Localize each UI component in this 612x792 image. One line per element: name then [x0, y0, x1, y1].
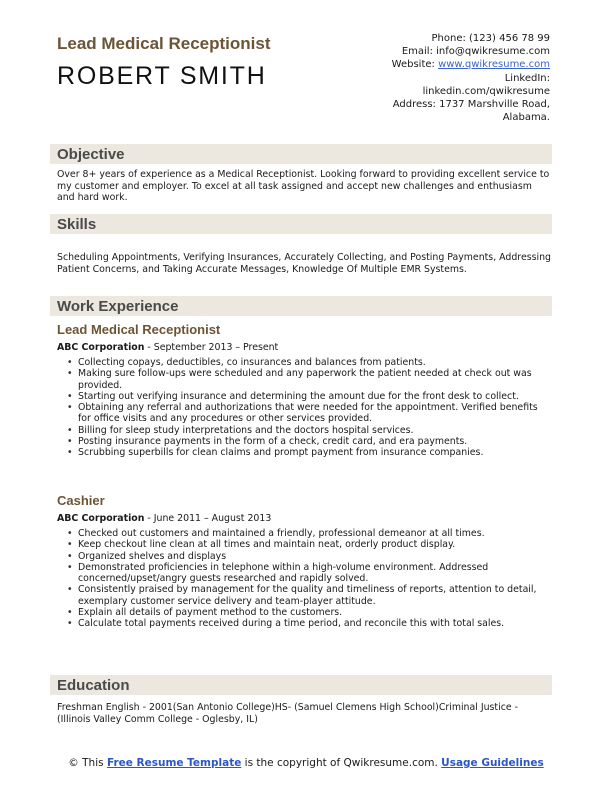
list-item: • Scrubbing superbills for clean claims and prompt payment from insurance companies. — [67, 447, 547, 458]
skills-text: Scheduling Appointments, Verifying Insurances, Accurately Collecting, and Posting Payments, Addressing Patient Concerns, and Taking Accurate Messages, Knowledge Of Multiple EMR Systems. — [57, 252, 551, 275]
job-dates: - September 2013 – Present — [144, 342, 279, 353]
job-title: Cashier — [57, 493, 105, 508]
objective-title: Objective — [57, 146, 125, 163]
list-item: • Organized shelves and displays — [67, 551, 547, 562]
job-bullets — [67, 528, 547, 630]
contact-email: Email: info@qwikresume.com — [401, 46, 550, 58]
list-item: • Checked out customers and maintained a friendly, professional demeanor at all times. — [67, 528, 547, 539]
list-item: • Posting insurance payments in the form of a check, credit card, and era payments. — [67, 436, 547, 447]
contact-address-line1: Address: 1737 Marshville Road, — [392, 99, 550, 111]
list-item: • Keep checkout line clean at all times and maintain neat, orderly product display. — [67, 539, 547, 550]
usage-guidelines-link[interactable]: Usage Guidelines — [441, 757, 544, 769]
list-item: • Consistently praised by management for the quality and timeliness of reports, attention to detail, exemplary customer service delivery and team-player attitude. — [67, 584, 547, 607]
header-job-title: Lead Medical Receptionist — [57, 34, 271, 53]
job-bullets — [67, 357, 547, 459]
website-link[interactable]: www.qwikresume.com — [438, 59, 550, 71]
section-header-work-experience — [50, 296, 552, 316]
candidate-name: ROBERT SMITH — [57, 62, 267, 90]
company-name: ABC Corporation — [57, 342, 145, 353]
job-company-line — [57, 513, 271, 524]
contact-linkedin-label: LinkedIn: — [504, 72, 550, 84]
website-label: Website: — [391, 59, 439, 71]
section-header-skills — [50, 214, 552, 234]
list-item: • Making sure follow-ups were scheduled and any paperwork the patient needed at check out was provided. — [67, 368, 547, 391]
contact-block — [330, 32, 550, 124]
free-resume-template-link[interactable]: Free Resume Template — [106, 757, 242, 769]
list-item: • Starting out verifying insurance and determining the amount due for the front desk to collect. — [67, 391, 547, 402]
list-item: • Obtaining any referral and authorizations that were needed for the appointment. Verified benefits for office visits and any procedures or other services provided. — [67, 402, 547, 425]
job-dates: - June 2011 – August 2013 — [144, 513, 272, 524]
section-header-objective — [50, 144, 552, 164]
list-item: • Collecting copays, deductibles, co insurances and balances from patients. — [67, 357, 547, 368]
skills-title: Skills — [57, 216, 97, 233]
list-item: • Billing for sleep study interpretations and the doctors hospital services. — [67, 425, 547, 436]
footer-middle: is the copyright of Qwikresume.com. — [241, 757, 442, 769]
copyright-footer — [50, 757, 562, 770]
job-company-line — [57, 342, 278, 353]
education-text: Freshman English - 2001(San Antonio College)HS- (Samuel Clemens High School)Criminal Justice - (Illinois Valley Comm College - Oglesby, IL) — [57, 702, 518, 725]
company-name: ABC Corporation — [57, 513, 145, 524]
contact-address-line2: Alabama. — [502, 112, 550, 124]
list-item: • Calculate total payments received during a time period, and reconcile this with total sales. — [67, 618, 547, 629]
objective-text: Over 8+ years of experience as a Medical Receptionist. Looking forward to providing excellent service to my customer and employer. To excel at all task assigned and accept new challenges and enthusiasm and hard work. — [57, 169, 550, 203]
work-experience-title: Work Experience — [57, 298, 179, 315]
list-item: • Explain all details of payment method to the customers. — [67, 607, 547, 618]
list-item: • Demonstrated proficiencies in telephone within a high-volume environment. Addressed concerned/upset/angry guests researched and rapidly solved. — [67, 562, 547, 585]
footer-prefix: © This — [68, 757, 107, 769]
section-header-education — [50, 675, 552, 695]
job-title: Lead Medical Receptionist — [57, 322, 221, 337]
contact-phone: Phone: (123) 456 78 99 — [431, 33, 550, 44]
education-title: Education — [57, 677, 130, 694]
contact-website — [330, 58, 550, 71]
contact-linkedin-value: linkedin.com/qwikresume — [422, 85, 550, 97]
